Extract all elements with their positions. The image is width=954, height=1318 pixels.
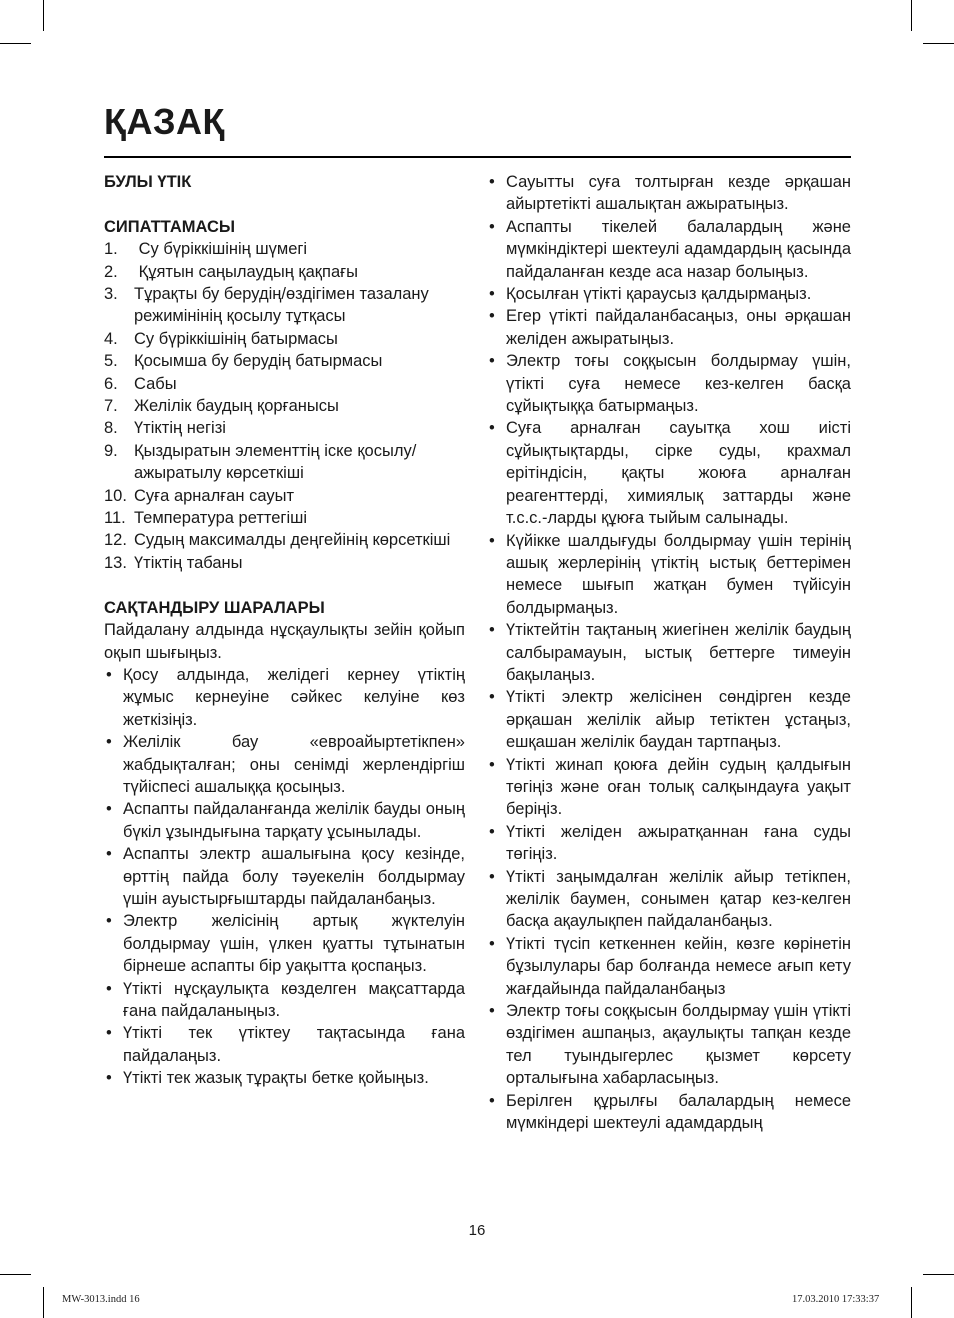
bullet-item: [487, 530, 851, 620]
right-column: [487, 171, 851, 1134]
bullet-item: [104, 731, 465, 798]
bullet-item: [487, 754, 851, 821]
bullet-item: [104, 1067, 465, 1089]
bullet-icon: •: [106, 1069, 112, 1088]
item-text: Су бүріккішінің батырмасы: [134, 329, 338, 348]
bullet-item: [487, 933, 851, 1000]
bullet-item: [487, 171, 851, 216]
bullet-text: Үтікті электр желісінен сөндірген кезде әрқашан желілік айыр тетіктен ұстаңыз, ешқашан желілік баудан тартпаңыз.: [506, 688, 851, 752]
item-text: Желілік баудың қорғанысы: [134, 397, 339, 416]
bullet-text: Үтікті тек үтіктеу тақтасында ғана пайдалаңыз.: [123, 1024, 465, 1065]
crop-mark: [0, 43, 31, 44]
bullet-icon: •: [489, 173, 495, 191]
bullet-item: [487, 1090, 851, 1135]
bullet-icon: •: [489, 688, 495, 707]
bullet-item: [487, 1000, 851, 1090]
safety-bullet-list-continued: [487, 171, 851, 1134]
bullet-icon: •: [489, 285, 495, 304]
page-number: 16: [468, 1222, 486, 1239]
item-number: 7.: [104, 397, 118, 416]
bullet-icon: •: [106, 912, 112, 931]
bullet-text: Үтікті тек жазық тұрақты бетке қойыңыз.: [123, 1069, 429, 1088]
description-item: [104, 328, 465, 350]
description-item: [104, 507, 465, 529]
bullet-item: [104, 843, 465, 910]
bullet-item: [104, 1022, 465, 1067]
footer-file-info: MW-3013.indd 16: [62, 1294, 140, 1305]
bullet-text: Үтіктейтін тақтаның жиегінен желілік баудың салбырамауын, ыстық беттерге тимеуін бақылаңыз.: [506, 621, 851, 684]
item-number: 5.: [104, 352, 118, 371]
description-item: [104, 350, 465, 372]
item-number: 13.: [104, 553, 127, 572]
bullet-icon: •: [106, 665, 112, 684]
bullet-item: [104, 978, 465, 1023]
item-text: Қыздыратын элементтің іске қосылу/ажыратылу көрсеткіші: [134, 441, 417, 483]
page-title: ҚАЗАҚ: [104, 101, 225, 142]
description-item: [104, 529, 465, 551]
bullet-icon: •: [489, 1002, 495, 1021]
item-number: 8.: [104, 419, 118, 438]
bullet-item: [487, 283, 851, 305]
bullet-icon: •: [489, 217, 495, 236]
bullet-item: [487, 350, 851, 417]
crop-mark: [911, 1287, 912, 1318]
bullet-text: Желілік бау «евроайыртетікпен» жабдықталған; оны сенімді жерлендіргіш түйіспесі ашалыққа қосыңыз.: [123, 733, 465, 796]
bullet-text: Электр желісінің артық жүктелуін болдырмау үшін, үлкен қуатты тұтынатын бірнеше аспапты бір уақытта қоспаңыз.: [123, 912, 465, 976]
item-text: Үтіктің табаны: [134, 553, 243, 572]
description-item: [104, 395, 465, 417]
bullet-item: [487, 821, 851, 866]
bullet-item: [487, 305, 851, 350]
item-number: 6.: [104, 374, 118, 393]
description-item: [104, 373, 465, 395]
bullet-text: Үтікті нұсқаулықта көзделген мақсаттарда ғана пайдаланыңыз.: [123, 979, 465, 1020]
bullet-icon: •: [489, 934, 495, 953]
bullet-icon: •: [489, 531, 495, 550]
item-number: 10.: [104, 486, 127, 505]
description-item: [104, 261, 465, 283]
product-heading: БУЛЫ ҮТІК: [104, 173, 192, 191]
item-text: Қосымша бу берудің батырмасы: [134, 352, 383, 371]
description-heading: СИПАТТАМАСЫ: [104, 217, 236, 236]
safety-intro: Пайдалану алдында нұсқаулықты зейін қойып оқып шығыңыз.: [104, 621, 465, 662]
bullet-text: Аспапты пайдаланғанда желілік бауды оның бүкіл ұзындығына тарқату ұсынылады.: [123, 800, 465, 841]
bullet-text: Берілген құрылғы балалардың немесе мүмкіндері шектеулі адамдардың: [506, 1091, 851, 1133]
item-text: Су бүріккішінің шүмегі: [134, 240, 308, 259]
item-number: 11.: [104, 509, 126, 528]
item-text: Тұрақты бу берудің/өздігімен тазалану режимінінің қосылу тұтқасы: [134, 285, 434, 326]
bullet-icon: •: [489, 755, 495, 774]
bullet-text: Үтікті желіден ажыратқаннан ғана суды төгіңіз.: [506, 822, 851, 864]
item-number: 4.: [104, 329, 118, 348]
bullet-text: Үтікті заңымдалған желілік айыр тетікпен, желілік баумен, сонымен қатар кез-келген басқа ақаулықпен пайдаланбаңыз.: [506, 867, 851, 931]
item-number: 3.: [104, 285, 118, 304]
bullet-icon: •: [106, 733, 112, 752]
bullet-item: [104, 798, 465, 843]
crop-mark: [923, 1274, 954, 1275]
item-text: Құятын саңылаудың қақпағы: [134, 262, 359, 281]
bullet-text: Электр тоғы соққысын болдырмау үшін үтікті өздігімен ашпаңыз, ақаулықты тапқан кезде тел туындыгерлес қызмет көрсету орталығына хабарласыңыз.: [506, 1002, 851, 1088]
footer-timestamp: 17.03.2010 17:33:37: [792, 1294, 880, 1305]
bullet-text: Электр тоғы соққысын болдырмау үшін, үтікті суға немесе кез-келген басқа сұйықтыққа батырмаңыз.: [506, 352, 851, 416]
item-number: 2.: [104, 262, 118, 281]
bullet-text: Аспапты электр ашалығына қосу кезінде, өрттің пайда болу тәуекелін болдырмау үшін ауыстырғыштарды пайдаланбаңыз.: [123, 845, 465, 908]
bullet-text: Қосылған үтікті қараусыз қалдырмаңыз.: [506, 285, 812, 304]
bullet-icon: •: [106, 979, 112, 998]
bullet-text: Егер үтікті пайдаланбасаңыз, оны әрқашан желіден ажыратыңыз.: [506, 307, 851, 348]
bullet-item: [487, 417, 851, 529]
bullet-icon: •: [106, 1024, 112, 1043]
description-item: [104, 417, 465, 439]
crop-mark: [0, 1274, 31, 1275]
bullet-icon: •: [489, 307, 495, 326]
bullet-item: [487, 866, 851, 933]
crop-mark: [43, 0, 44, 31]
item-number: 12.: [104, 531, 127, 550]
bullet-text: Үтікті түсіп кеткеннен кейін, көзге көрінетін бұзылулары бар болғанда немесе ағып кету жағдайында пайдаланбаңыз: [506, 934, 851, 998]
crop-mark: [911, 0, 912, 31]
safety-bullet-list: [104, 664, 465, 1090]
description-item: [104, 552, 465, 574]
item-text: Үтіктің негізі: [134, 419, 226, 438]
bullet-icon: •: [106, 800, 112, 819]
left-column: [104, 171, 465, 1090]
item-number: 9.: [104, 441, 118, 460]
item-text: Судың максималды деңгейінің көрсеткіші: [134, 531, 451, 550]
bullet-item: [104, 664, 465, 731]
description-item: [104, 238, 465, 260]
bullet-text: Үтікті жинап қоюға дейін судың қалдығын төгіңіз және оған толық салқындауға уақыт беріңіз.: [506, 755, 851, 819]
bullet-item: [487, 216, 851, 283]
bullet-text: Суға арналған сауытқа хош иісті сұйықтықтарды, сірке суды, крахмал ерітіндісін, қақты жоюға арналған реагенттерді, химиялық заттарды және т.с.с.-ларды құюға тыйым салынады.: [506, 419, 851, 528]
item-number: 1.: [104, 240, 118, 259]
bullet-icon: •: [489, 822, 495, 841]
bullet-icon: •: [106, 845, 112, 864]
bullet-text: Қосу алдында, желідегі кернеу үтіктің жұмыс кернеуіне сәйкес келуіне көз жеткізіңіз.: [123, 665, 465, 729]
item-text: Температура реттегіші: [134, 509, 308, 528]
item-text: Суға арналған сауыт: [134, 486, 295, 505]
description-list: [104, 238, 465, 574]
title-rule: [104, 156, 851, 158]
bullet-icon: •: [489, 621, 495, 640]
bullet-text: Күйікке шалдығуды болдырмау үшін терінің ашық жерлерінің үтіктің ыстық беттерімен немесе шығып жатқан бумен түйісуін болдырмаңыз.: [506, 531, 851, 617]
bullet-icon: •: [489, 867, 495, 886]
crop-mark: [923, 43, 954, 44]
item-text: Сабы: [134, 374, 177, 393]
bullet-item: [104, 910, 465, 977]
description-item: [104, 440, 465, 485]
bullet-text: Аспапты тікелей балалардың және мүмкіндіктері шектеулі адамдардың қасында пайдаланған кезде аса назар болыңыз.: [506, 217, 851, 281]
bullet-icon: •: [489, 352, 495, 371]
crop-mark: [43, 1287, 44, 1318]
bullet-text: Сауытты суға толтырған кезде әрқашан айыртетікті ашалықтан ажыратыңыз.: [506, 173, 851, 214]
description-item: [104, 283, 465, 328]
bullet-item: [487, 686, 851, 753]
description-item: [104, 485, 465, 507]
bullet-icon: •: [489, 1091, 495, 1110]
bullet-icon: •: [489, 419, 495, 438]
bullet-item: [487, 619, 851, 686]
safety-heading: САҚТАНДЫРУ ШАРАЛАРЫ: [104, 598, 325, 617]
